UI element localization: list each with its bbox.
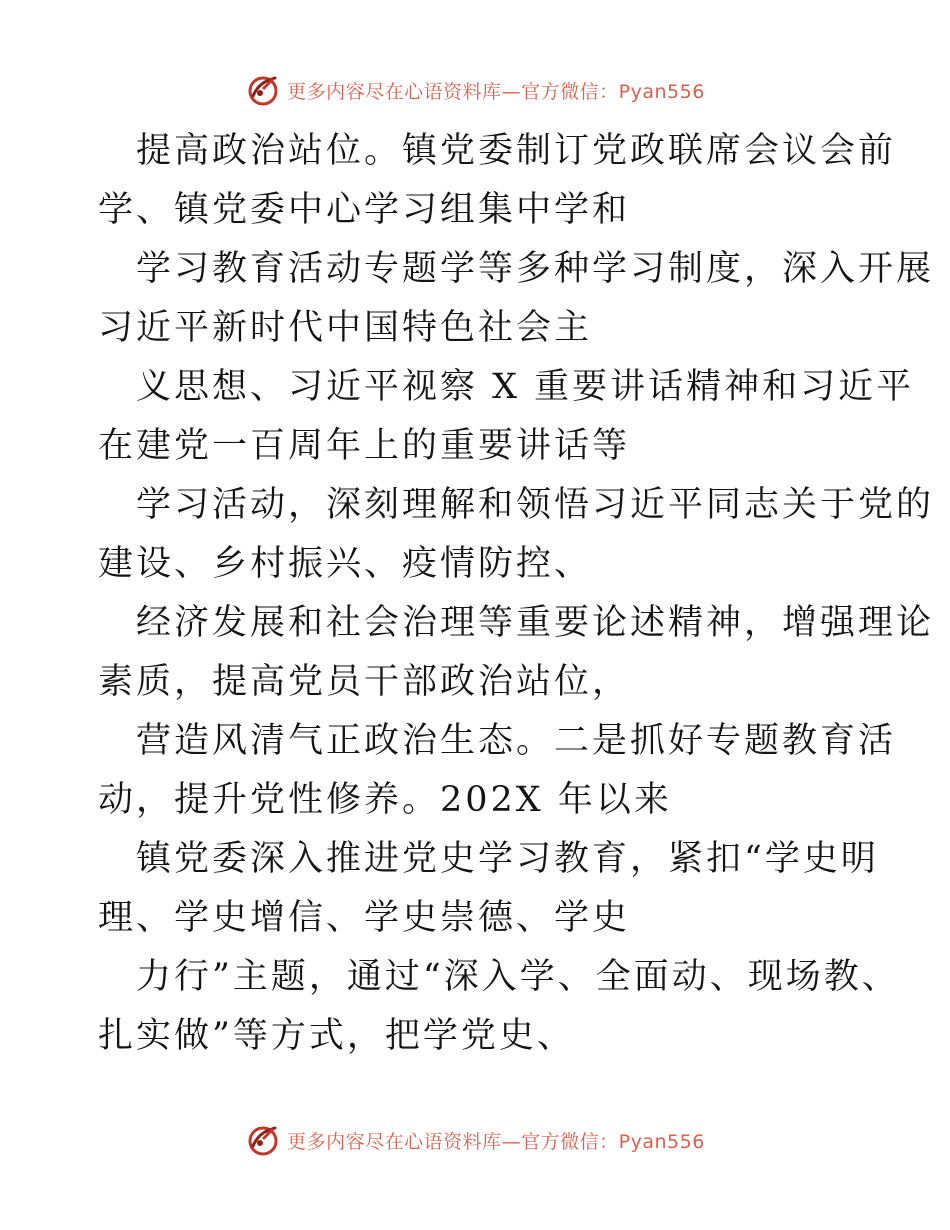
paragraph-line: 经济发展和社会治理等重要论述精神，增强理论 <box>136 603 935 643</box>
paragraph-7 <box>98 830 879 948</box>
paragraph-line: 学习活动，深刻理解和领悟习近平同志关于党的 <box>136 485 935 525</box>
paragraph-line: 素质，提高党员干部政治站位， <box>98 662 631 702</box>
paragraph-line: 提高政治站位。镇党委制订党政联席会议会前 <box>136 131 897 171</box>
paragraph-1 <box>98 122 897 240</box>
paragraph-3 <box>98 358 915 476</box>
paragraph-6 <box>98 712 897 830</box>
paragraph-line: 学、镇党委中心学习组集中学和 <box>98 190 631 230</box>
paragraph-8 <box>98 948 900 1066</box>
document-body <box>98 122 935 1066</box>
paragraph-line: 镇党委深入推进党史学习教育，紧扣“学史明 <box>136 839 879 879</box>
paragraph-line: 建设、乡村振兴、疫情防控、 <box>98 544 593 584</box>
paragraph-line: 力行”主题，通过“深入学、全面动、现场教、 <box>136 957 900 997</box>
paragraph-line: 动，提升党性修养。202X 年以来 <box>98 780 672 820</box>
paragraph-line: 学习教育活动专题学等多种学习制度，深入开展 <box>136 249 935 289</box>
paragraph-line: 义思想、习近平视察 X 重要讲话精神和习近平 <box>136 367 915 407</box>
paragraph-4 <box>98 476 935 594</box>
header-banner-text: 更多内容尽在心语资料库—官方微信：Pyan556 <box>287 80 705 103</box>
pen-swirl-logo-icon <box>245 72 281 108</box>
footer-banner-text: 更多内容尽在心语资料库—官方微信：Pyan556 <box>287 1130 705 1153</box>
paragraph-line: 营造风清气正政治生态。二是抓好专题教育活 <box>136 721 897 761</box>
paragraph-line: 在建党一百周年上的重要讲话等 <box>98 426 631 466</box>
paragraph-line: 理、学史增信、学史崇德、学史 <box>98 898 631 938</box>
paragraph-line: 习近平新时代中国特色社会主 <box>98 308 593 348</box>
header-banner <box>0 70 950 110</box>
paragraph-2 <box>98 240 935 358</box>
paragraph-5 <box>98 594 935 712</box>
paragraph-line: 扎实做”等方式，把学党史、 <box>98 1016 575 1056</box>
pen-swirl-logo-icon <box>245 1122 281 1158</box>
footer-banner <box>0 1120 950 1160</box>
